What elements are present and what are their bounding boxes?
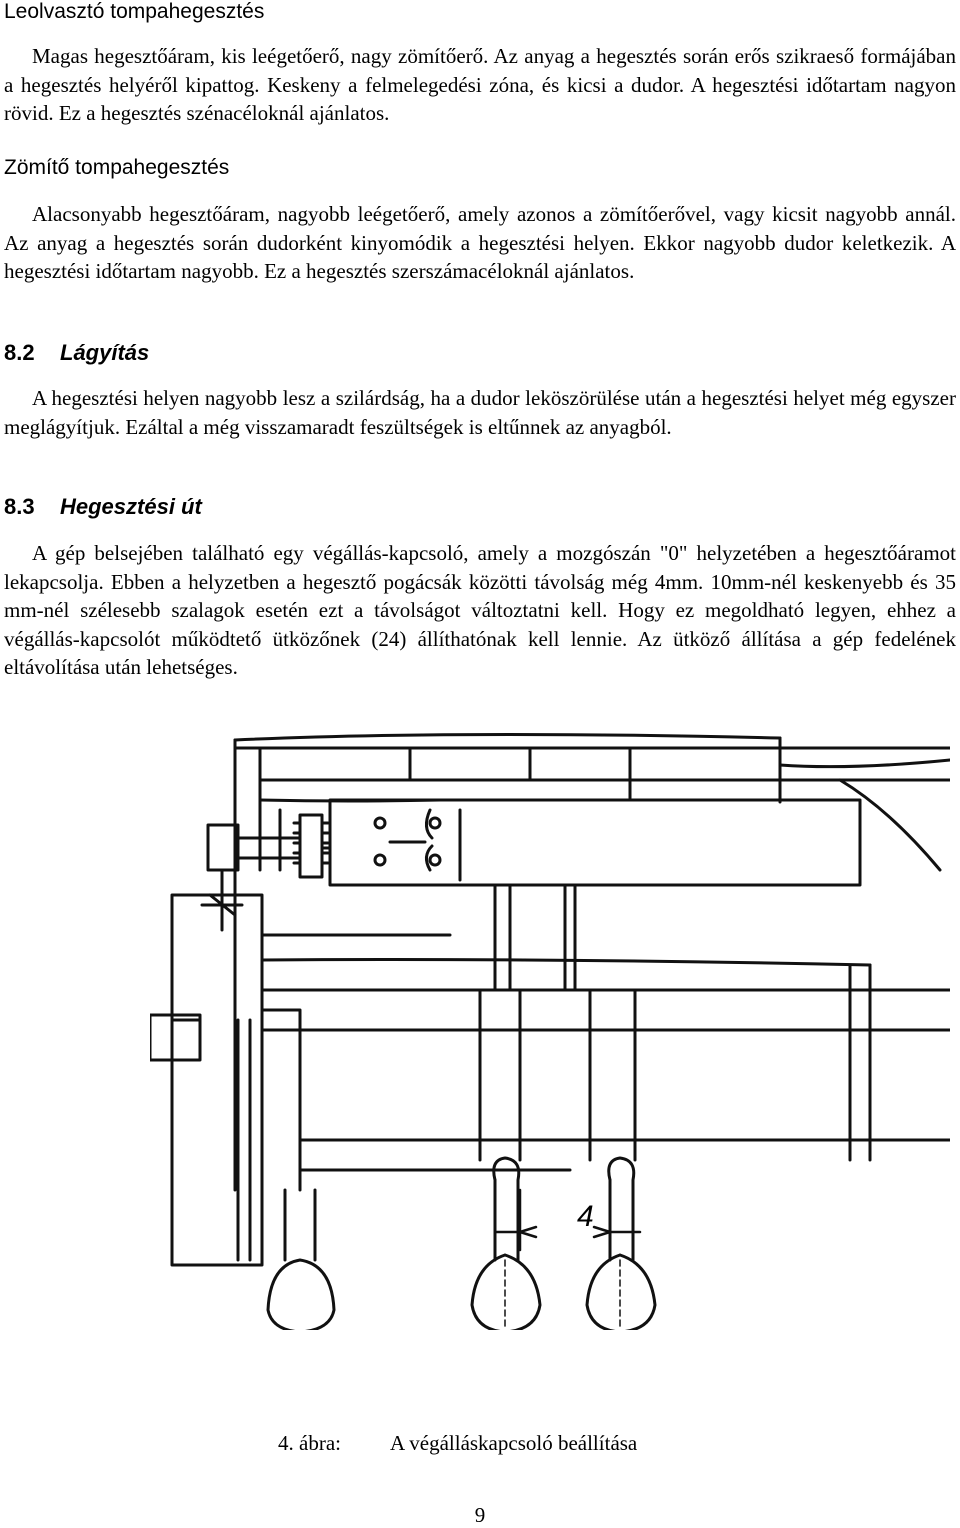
section-number: 8.3 (4, 494, 35, 519)
electrode-jaws (300, 990, 950, 1160)
dimension-label: 4 (577, 1200, 594, 1233)
paragraph-text: Magas hegesztőáram, kis leégetőerő, nagy zömítőerő. Az anyag a hegesztés során erős szikraeső formájában a hegesztés helyéről kipattog. Keskeny a felmelegedési zóna, és kicsi a dudor. A hegesztési időtartam nagyon rövid. Ez a hegesztés szénacéloknál ajánlatos. (4, 44, 956, 125)
adjusting-stop-screw (202, 815, 330, 930)
vertical-rods (495, 885, 870, 1160)
page-number: 9 (474, 1503, 486, 1527)
section-title: Lágyítás (60, 340, 150, 365)
paragraph-leolvaszto (4, 42, 956, 128)
heading-zomito: Zömítő tompahegesztés (4, 156, 230, 179)
moving-slide-bar (330, 800, 860, 885)
paragraph-text: A hegesztési helyen nagyobb lesz a szilárdság, ha a dudor leköszörülése után a hegesztési helyet még egyszer meglágyítjuk. Ezáltal a még visszamaradt feszültségek is eltűnnek az anyagból. (4, 386, 956, 439)
heading-leolvaszto: Leolvasztó tompahegesztés (4, 0, 265, 23)
figure-caption (278, 1431, 637, 1456)
welding-disk-middle (472, 1158, 540, 1330)
paragraph-lagyitas (4, 384, 956, 441)
welding-disk-right (587, 1158, 655, 1330)
paragraph-zomito (4, 200, 956, 286)
caption-label: 4. ábra: (278, 1431, 341, 1455)
switch-lever-block (150, 895, 950, 1265)
machine-upper-housing (235, 734, 950, 1190)
section-title: Hegesztési út (60, 494, 202, 519)
paragraph-hegesztesi-ut (4, 539, 956, 682)
heading-lagyitas (4, 340, 149, 366)
limit-switch-drawing (150, 720, 950, 1330)
heading-hegesztesi-ut (4, 494, 202, 520)
caption-text: A végálláskapcsoló beállítása (390, 1431, 638, 1455)
section-number: 8.2 (4, 340, 35, 365)
paragraph-text: Alacsonyabb hegesztőáram, nagyobb leégetőerő, amely azonos a zömítőerővel, vagy kicsit nagyobb annál. Az anyag a hegesztés során dudorként kinyomódik a hegesztési helyen. Ekkor nagyobb dudor keletkezik. A hegesztési időtartam nagyobb. Ez a hegesztés szerszámacéloknál ajánlatos. (4, 202, 956, 283)
welding-disk-left (268, 1190, 334, 1330)
paragraph-text: A gép belsejében található egy végállás-kapcsoló, amely a mozgószán "0" helyzetében a hegesztőáramot lekapcsolja. Ebben a helyzetben a hegesztő pogácsák közötti távolság még 4mm. 10mm-nél keskenyebb és 35 mm-nél szélesebb szalagok esetén ezt a távolságot változtatni kell. Hogy ez megoldható legyen, ehhez a végállás-kapcsolót működtető ütközőnek (24) állíthatónak kell lennie. Az ütköző állítása a gép fedelének eltávolítása után lehetséges. (4, 541, 956, 679)
